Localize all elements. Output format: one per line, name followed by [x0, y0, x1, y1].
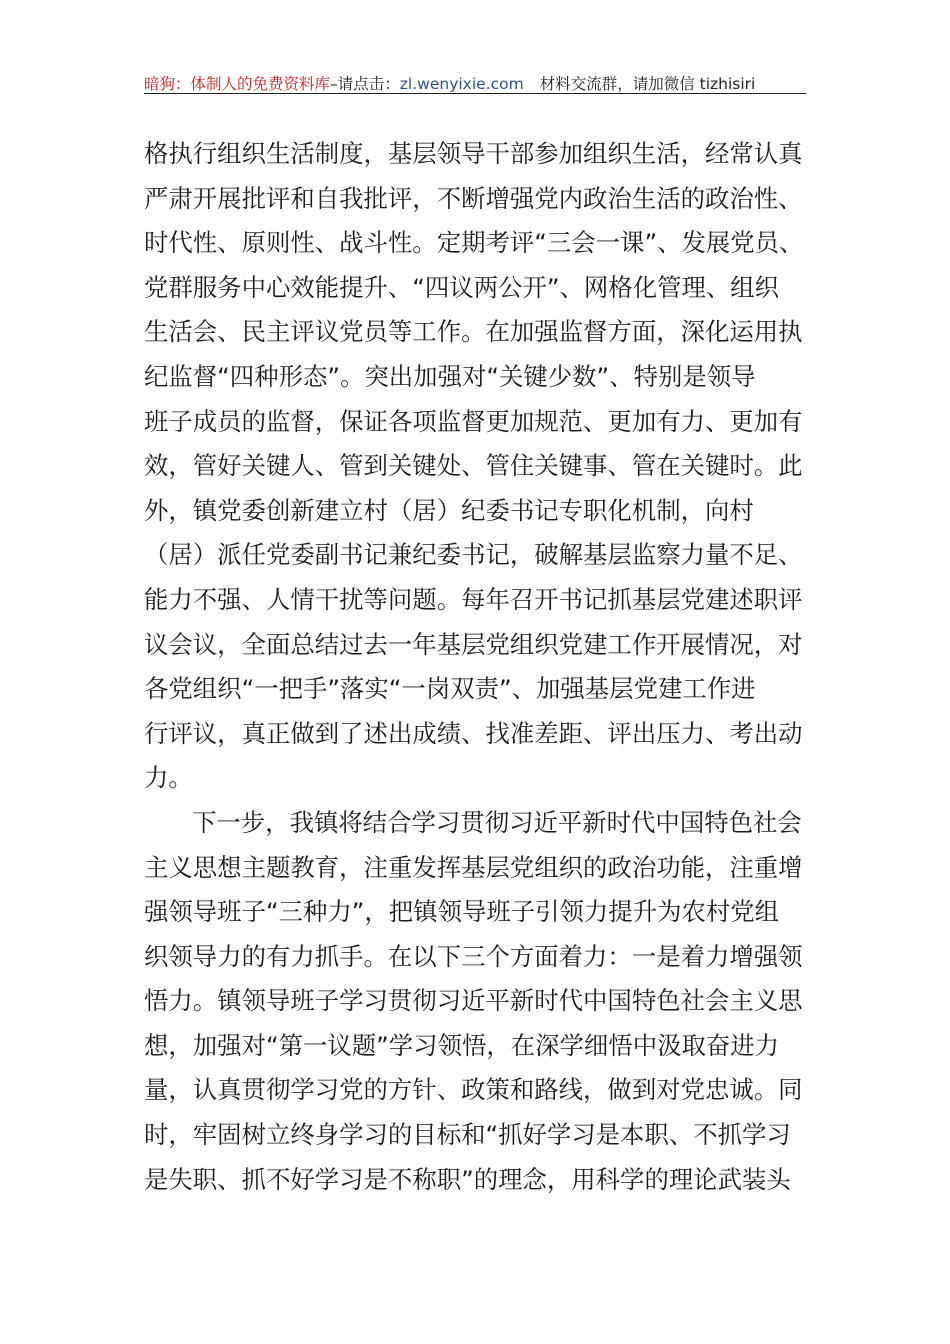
- text-line: 班子成员的监督，保证各项监督更加规范、更加有力、更加有: [144, 406, 803, 436]
- text-line: 外，镇党委创新建立村（居）纪委书记专职化机制，向村: [144, 495, 754, 525]
- text-line: 主义思想主题教育，注重发挥基层党组织的政治功能，注重增: [144, 852, 803, 882]
- header-promo-text: 暗狗：体制人的免费资料库: [144, 75, 331, 93]
- text-line: 时代性、原则性、战斗性。定期考评“三会一课”、发展党员、: [144, 228, 804, 258]
- header-divider: [144, 93, 806, 94]
- text-line: 织领导力的有力抓手。在以下三个方面着力：一是着力增强领: [144, 941, 803, 971]
- text-line: 力。: [144, 763, 193, 793]
- text-line: 纪监督“四种形态”。突出加强对“关键少数”、特别是领导: [144, 361, 756, 391]
- text-line: 行评议，真正做到了述出成绩、找准差距、评出压力、考出动: [144, 718, 803, 748]
- document-body: [144, 132, 806, 1202]
- text-line: 格执行组织生活制度，基层领导干部参加组织生活，经常认真: [144, 139, 803, 168]
- page-header: [144, 66, 806, 94]
- header-group-text: 材料交流群，请加微信 tizhisiri: [539, 75, 756, 93]
- text-line: 悟力。镇领导班子学习贯彻习近平新时代中国特色社会主义思: [144, 986, 803, 1016]
- text-line: 效，管好关键人、管到关键处、管住关键事、管在关键时。此: [144, 451, 803, 481]
- text-line: 议会议，全面总结过去一年基层党组织党建工作开展情况，对: [144, 629, 803, 659]
- text-line: 强领导班子“三种力”，把镇领导班子引领力提升为农村党组: [144, 897, 780, 927]
- header-click-label: –请点击：: [330, 75, 400, 93]
- text-line: 是失职、抓不好学习是不称职”的理念，用科学的理论武装头: [144, 1164, 791, 1194]
- header-link[interactable]: zl.wenyixie.com: [399, 75, 524, 93]
- text-line: 想，加强对“第一议题”学习领悟，在深学细悟中汲取奋进力: [144, 1030, 780, 1060]
- paragraph-1: [144, 132, 806, 801]
- paragraph-2: [144, 801, 806, 1202]
- text-line: 党群服务中心效能提升、“四议两公开”、网格化管理、组织: [144, 272, 780, 302]
- text-line: 能力不强、人情干扰等问题。每年召开书记抓基层党建述职评: [144, 584, 803, 614]
- text-line: 生活会、民主评议党员等工作。在加强监督方面，深化运用执: [144, 317, 803, 347]
- text-line: 量，认真贯彻学习党的方针、政策和路线，做到对党忠诚。同: [144, 1075, 803, 1105]
- text-line: 下一步，我镇将结合学习贯彻习近平新时代中国特色社会: [192, 807, 802, 837]
- text-line: （居）派任党委副书记兼纪委书记，破解基层监察力量不足、: [144, 540, 803, 570]
- text-line: 各党组织“一把手”落实“一岗双责”、加强基层党建工作进: [144, 674, 756, 704]
- text-line: 时，牢固树立终身学习的目标和“抓好学习是本职、不抓学习: [144, 1120, 791, 1150]
- text-line: 严肃开展批评和自我批评，不断增强党内政治生活的政治性、: [144, 183, 803, 213]
